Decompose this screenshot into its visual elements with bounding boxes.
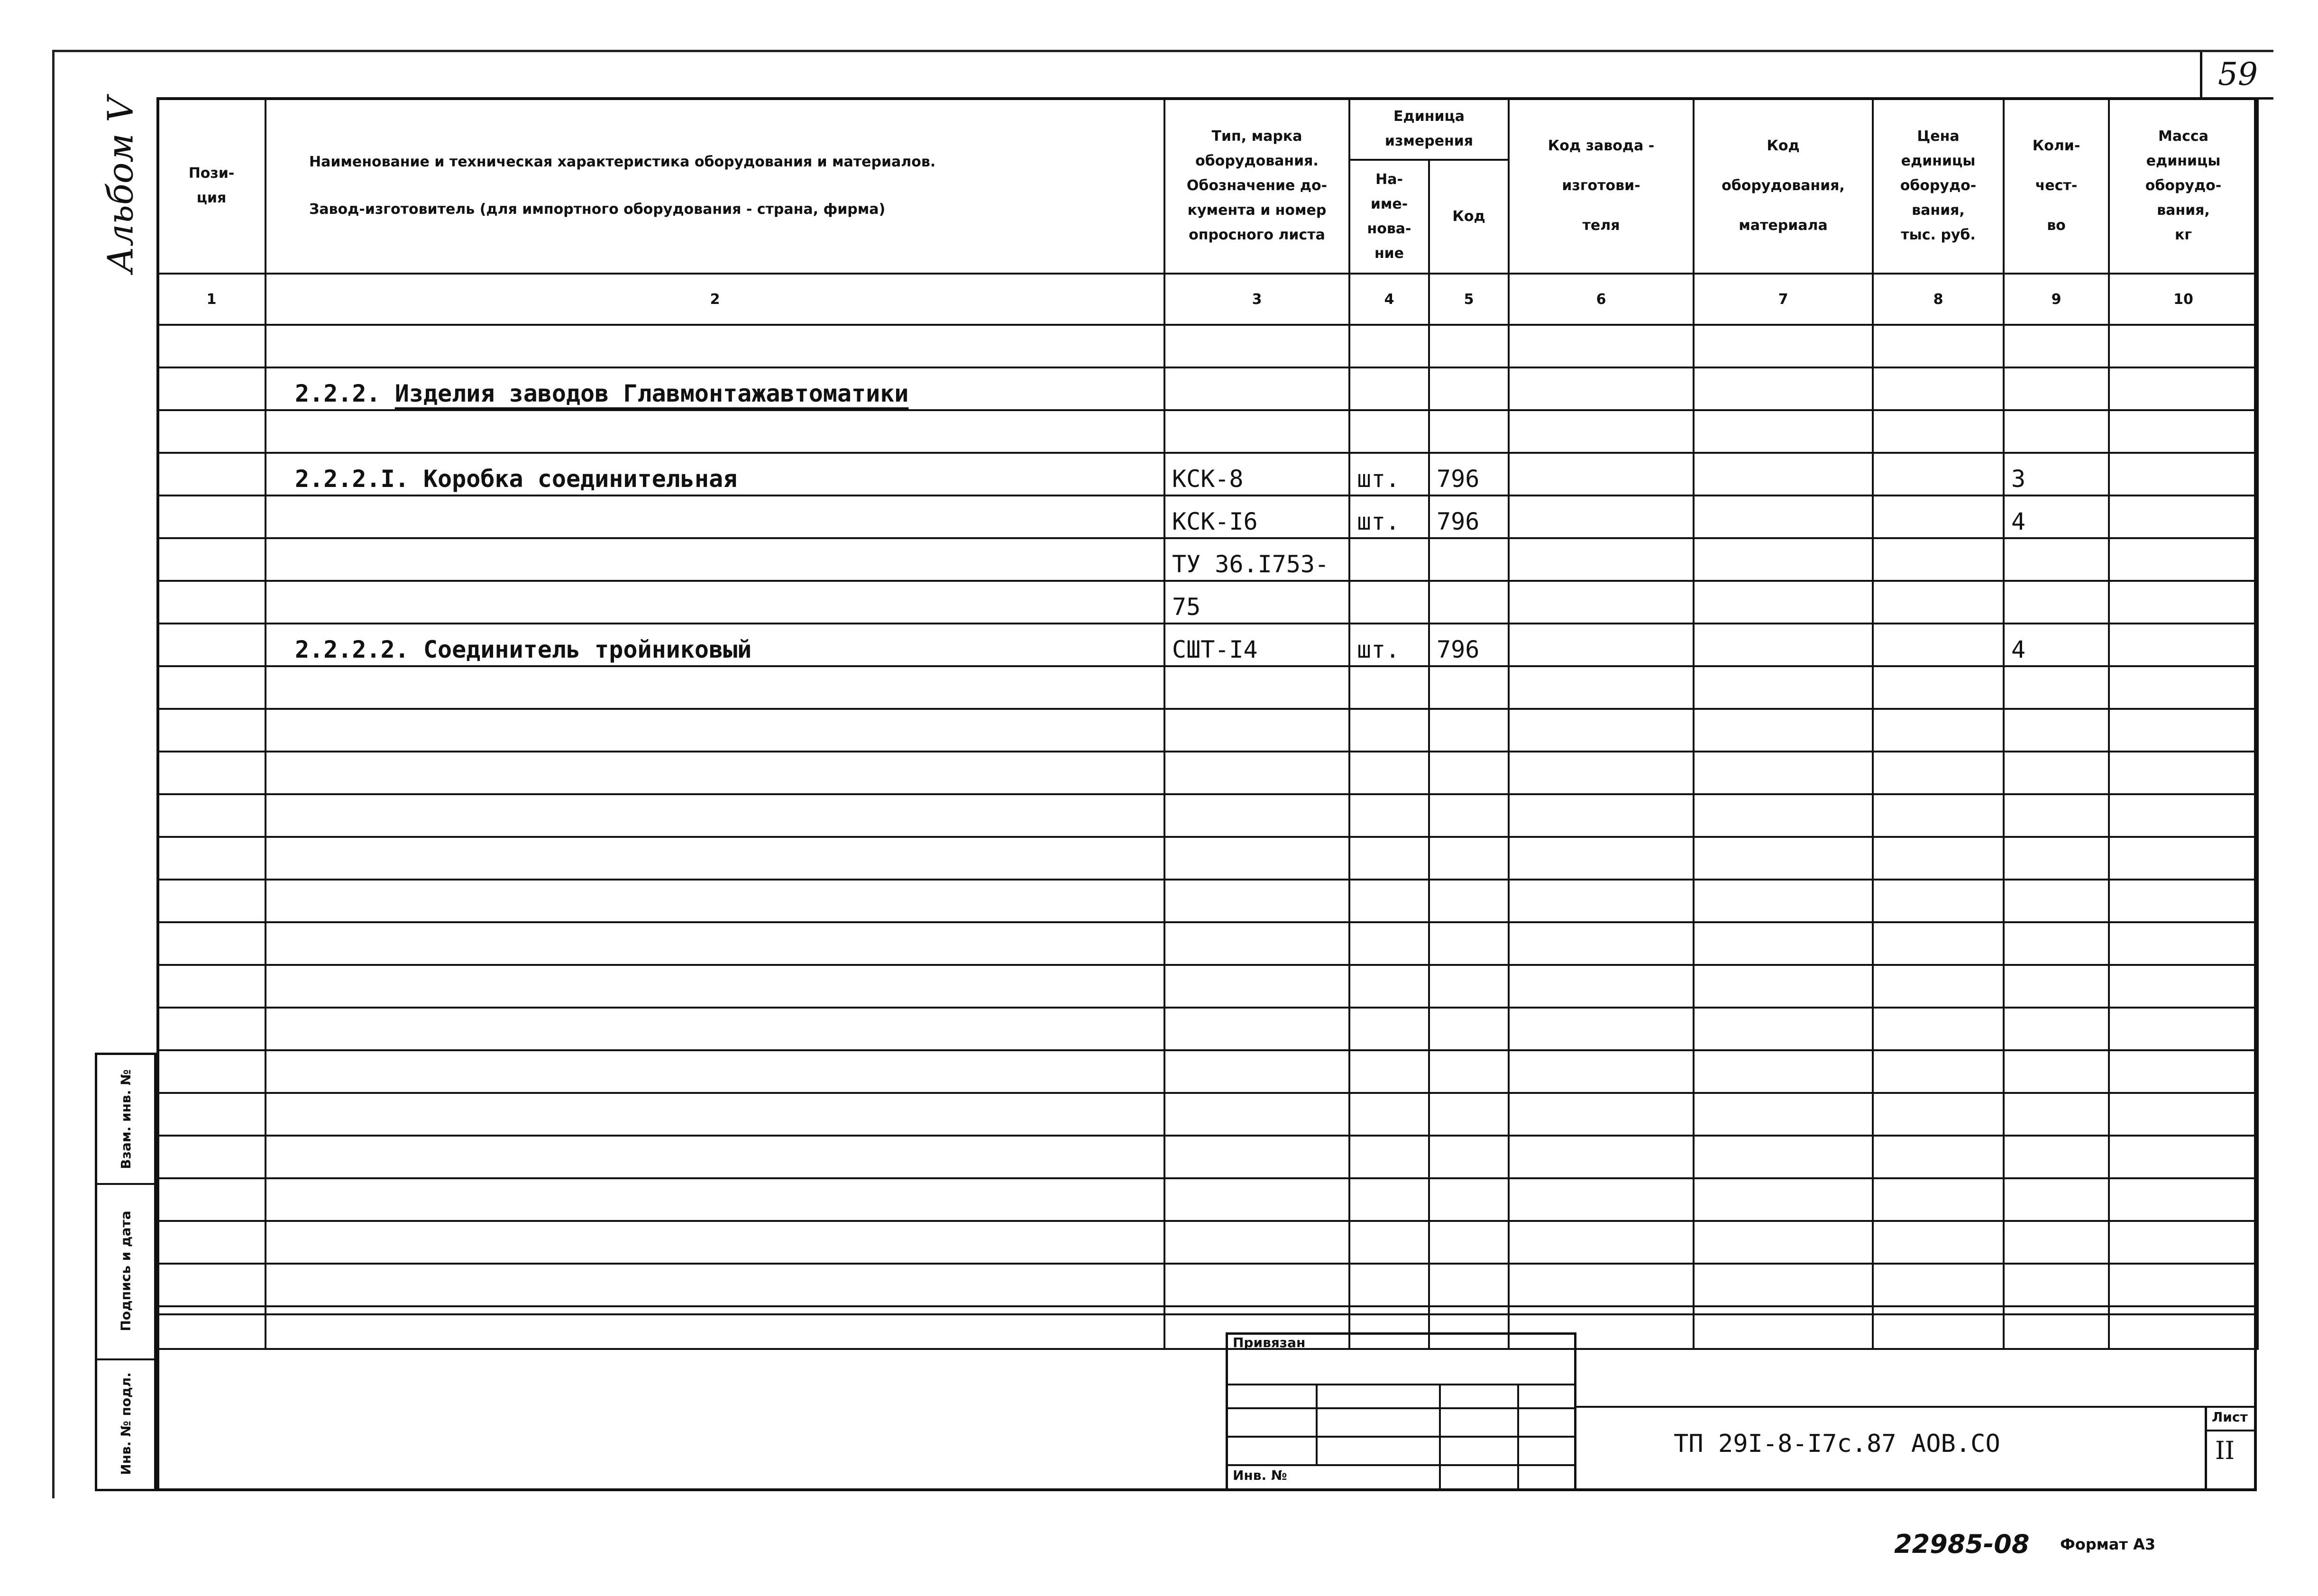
empty-cell — [1429, 1178, 1509, 1221]
empty-cell — [1509, 752, 1694, 794]
empty-cell — [2109, 1093, 2258, 1136]
empty-cell — [1164, 880, 1349, 922]
col-number: 1 — [157, 274, 266, 325]
empty-cell — [266, 1178, 1164, 1221]
sidebar-cell: Подпись и дата — [97, 1183, 154, 1360]
empty-cell — [157, 880, 266, 922]
empty-cell — [2109, 1136, 2258, 1178]
table-row — [157, 1136, 2258, 1178]
empty-cell — [1429, 1093, 1509, 1136]
empty-cell — [1429, 794, 1509, 837]
empty-cell — [1694, 1136, 1873, 1178]
page-number: 59 — [2218, 56, 2258, 92]
table-row — [157, 325, 2258, 367]
col-number: 10 — [2109, 274, 2258, 325]
empty-cell — [2004, 1008, 2109, 1050]
item-name: 2.2.2.I. Коробка соединительная — [266, 453, 1164, 495]
empty-cell — [1694, 752, 1873, 794]
empty-cell — [1873, 709, 2004, 752]
empty-cell — [1429, 666, 1509, 709]
empty-cell — [1873, 1008, 2004, 1050]
empty-cell — [1694, 922, 1873, 965]
empty-cell — [157, 922, 266, 965]
empty-cell — [1429, 837, 1509, 880]
archive-number: 22985-08 — [1894, 1529, 2030, 1559]
title-block-line — [1576, 1406, 2257, 1408]
empty-cell — [266, 709, 1164, 752]
table-row — [157, 666, 2258, 709]
empty-cell — [1694, 837, 1873, 880]
empty-cell — [157, 1050, 266, 1093]
empty-cell — [2109, 1221, 2258, 1264]
item-unit-code: 796 — [1429, 495, 1509, 538]
empty-cell — [1349, 709, 1429, 752]
empty-cell — [1429, 709, 1509, 752]
empty-cell — [266, 1264, 1164, 1306]
item-unit: шт. — [1349, 624, 1429, 666]
table-row — [157, 752, 2258, 794]
empty-cell — [2004, 1093, 2109, 1136]
empty-cell — [266, 752, 1164, 794]
binding-label: Привязан — [1233, 1335, 1306, 1350]
empty-rows — [157, 666, 2258, 1349]
empty-cell — [1873, 752, 2004, 794]
table-row — [157, 624, 2258, 666]
empty-cell — [266, 1136, 1164, 1178]
empty-cell — [2004, 1050, 2109, 1093]
empty-cell — [1873, 880, 2004, 922]
empty-cell — [1873, 837, 2004, 880]
table-row — [157, 965, 2258, 1008]
item-type: КСК-I6 — [1164, 495, 1349, 538]
sidebar-cell: Взам. инв. № — [97, 1055, 154, 1185]
empty-cell — [1429, 1264, 1509, 1306]
table-row — [157, 837, 2258, 880]
empty-cell — [2004, 1178, 2109, 1221]
empty-cell — [157, 666, 266, 709]
empty-cell — [1164, 794, 1349, 837]
header-manufacturer-code: Код завода - изготови- теля — [1509, 98, 1694, 274]
column-number-row — [157, 274, 2258, 325]
empty-cell — [157, 965, 266, 1008]
empty-cell — [1349, 752, 1429, 794]
item-type: СШТ-I4 — [1164, 624, 1349, 666]
empty-cell — [2004, 752, 2109, 794]
item-unit-code: 796 — [1429, 453, 1509, 495]
empty-cell — [1429, 965, 1509, 1008]
empty-cell — [1349, 1264, 1429, 1306]
inv-label: Инв. № — [1233, 1468, 1287, 1483]
empty-cell — [1694, 1178, 1873, 1221]
empty-cell — [1349, 1050, 1429, 1093]
empty-cell — [1164, 1178, 1349, 1221]
empty-cell — [1509, 922, 1694, 965]
table-row — [157, 495, 2258, 538]
empty-cell — [1873, 965, 2004, 1008]
table-row — [157, 1221, 2258, 1264]
empty-cell — [1873, 666, 2004, 709]
section-heading: 2.2.2. Изделия заводов Главмонтажавтоматики — [266, 367, 1164, 410]
empty-cell — [1873, 794, 2004, 837]
header-name: Наименование и техническая характеристика оборудования и материалов. Завод-изготовитель (для импортного оборудования - страна, фирма) — [266, 98, 1164, 274]
empty-cell — [157, 837, 266, 880]
item-quantity: 4 — [2004, 624, 2109, 666]
stamp-line — [1226, 1436, 1576, 1438]
empty-cell — [1164, 1093, 1349, 1136]
sheet-label: Лист — [2212, 1409, 2248, 1425]
empty-cell — [157, 794, 266, 837]
header-mass: Масса единицы оборудо- вания, кг — [2109, 98, 2258, 274]
table-row — [157, 1264, 2258, 1306]
col-number: 4 — [1349, 274, 1429, 325]
table-row — [157, 1050, 2258, 1093]
empty-cell — [2109, 880, 2258, 922]
empty-cell — [157, 752, 266, 794]
table-row — [157, 922, 2258, 965]
empty-cell — [1873, 1093, 2004, 1136]
table-row — [157, 410, 2258, 453]
table-row — [157, 1008, 2258, 1050]
empty-cell — [1694, 666, 1873, 709]
empty-cell — [1694, 880, 1873, 922]
empty-cell — [2004, 880, 2109, 922]
empty-cell — [266, 837, 1164, 880]
empty-cell — [1349, 922, 1429, 965]
item-quantity: 3 — [2004, 453, 2109, 495]
album-label: Альбом V — [101, 97, 142, 273]
empty-cell — [2004, 1221, 2109, 1264]
table-row — [157, 880, 2258, 922]
empty-cell — [266, 1221, 1164, 1264]
empty-cell — [1509, 965, 1694, 1008]
empty-cell — [157, 1306, 266, 1349]
empty-cell — [1694, 1306, 1873, 1349]
empty-cell — [1349, 1221, 1429, 1264]
empty-cell — [1509, 666, 1694, 709]
item-name: 2.2.2.2. Соединитель тройниковый — [266, 624, 1164, 666]
stamp-line — [1316, 1384, 1318, 1464]
empty-cell — [157, 1008, 266, 1050]
empty-cell — [1349, 794, 1429, 837]
table-row — [157, 709, 2258, 752]
stamp-line — [1226, 1384, 1576, 1385]
table-row — [157, 1093, 2258, 1136]
header-unit-code: Код — [1429, 160, 1509, 274]
item-unit-code: 796 — [1429, 624, 1509, 666]
empty-cell — [2004, 922, 2109, 965]
empty-cell — [1873, 922, 2004, 965]
header-type: Тип, марка оборудования. Обозначение до- кумента и номер опросного листа — [1164, 98, 1349, 274]
empty-cell — [157, 1178, 266, 1221]
item-unit: шт. — [1349, 495, 1429, 538]
empty-cell — [1349, 1093, 1429, 1136]
col-number: 5 — [1429, 274, 1509, 325]
empty-cell — [1349, 666, 1429, 709]
table-row — [157, 367, 2258, 410]
empty-cell — [1164, 1221, 1349, 1264]
empty-cell — [2109, 1264, 2258, 1306]
empty-cell — [2109, 965, 2258, 1008]
col-number: 2 — [266, 274, 1164, 325]
col-number: 8 — [1873, 274, 2004, 325]
header-equipment-code: Код оборудования, материала — [1694, 98, 1873, 274]
empty-cell — [2004, 709, 2109, 752]
empty-cell — [2109, 752, 2258, 794]
empty-cell — [1873, 1178, 2004, 1221]
empty-cell — [1509, 837, 1694, 880]
empty-cell — [157, 1093, 266, 1136]
empty-cell — [1694, 1008, 1873, 1050]
table-row — [157, 538, 2258, 581]
empty-cell — [1873, 1306, 2004, 1349]
header-quantity: Коли- чест- во — [2004, 98, 2109, 274]
empty-cell — [1164, 1008, 1349, 1050]
empty-cell — [1429, 752, 1509, 794]
empty-cell — [1873, 1264, 2004, 1306]
sidebar-cell: Инв. № подл. — [118, 1372, 134, 1475]
document-code: ТП 29I-8-I7с.87 АОВ.СО — [1674, 1430, 2000, 1458]
empty-cell — [1164, 1264, 1349, 1306]
empty-cell — [1694, 965, 1873, 1008]
header-price: Цена единицы оборудо- вания, тыс. руб. — [1873, 98, 2004, 274]
col-number: 3 — [1164, 274, 1349, 325]
empty-cell — [1509, 794, 1694, 837]
empty-cell — [2109, 1008, 2258, 1050]
empty-cell — [1509, 1136, 1694, 1178]
stamp-line — [1226, 1464, 1576, 1466]
empty-cell — [1164, 922, 1349, 965]
empty-cell — [157, 1264, 266, 1306]
header-position: Пози- ция — [157, 98, 266, 274]
sheet-line — [2205, 1430, 2257, 1431]
col-number: 7 — [1694, 274, 1873, 325]
empty-cell — [1509, 709, 1694, 752]
empty-cell — [2109, 666, 2258, 709]
empty-cell — [1429, 922, 1509, 965]
empty-cell — [2004, 1136, 2109, 1178]
empty-cell — [266, 1093, 1164, 1136]
empty-cell — [1164, 709, 1349, 752]
empty-cell — [1694, 1264, 1873, 1306]
empty-cell — [266, 1050, 1164, 1093]
empty-cell — [1873, 1136, 2004, 1178]
empty-cell — [1429, 1136, 1509, 1178]
empty-cell — [1349, 837, 1429, 880]
empty-cell — [266, 666, 1164, 709]
item-quantity: 4 — [2004, 495, 2109, 538]
empty-cell — [266, 922, 1164, 965]
empty-cell — [1509, 880, 1694, 922]
sidebar-stamp — [95, 1053, 156, 1491]
table-row — [157, 581, 2258, 624]
empty-cell — [1429, 880, 1509, 922]
empty-cell — [2004, 1264, 2109, 1306]
empty-cell — [1694, 1050, 1873, 1093]
empty-cell — [1349, 1178, 1429, 1221]
empty-cell — [1694, 709, 1873, 752]
empty-cell — [1873, 1221, 2004, 1264]
empty-cell — [2004, 837, 2109, 880]
empty-cell — [266, 794, 1164, 837]
stamp-top-line — [156, 1313, 2257, 1315]
item-type: 75 — [1164, 581, 1349, 624]
empty-cell — [2004, 1306, 2109, 1349]
empty-cell — [266, 1306, 1164, 1349]
header-unit-name: На- име- нова- ние — [1349, 160, 1429, 274]
empty-cell — [1349, 965, 1429, 1008]
empty-cell — [266, 1008, 1164, 1050]
sheet-number: II — [2215, 1437, 2235, 1465]
empty-cell — [1429, 1050, 1509, 1093]
empty-cell — [2004, 666, 2109, 709]
empty-cell — [1509, 1221, 1694, 1264]
stamp-line — [1439, 1384, 1441, 1491]
format-label: Формат А3 — [2060, 1535, 2156, 1553]
empty-cell — [2109, 1306, 2258, 1349]
empty-cell — [157, 1136, 266, 1178]
empty-cell — [1509, 1264, 1694, 1306]
empty-cell — [1509, 1008, 1694, 1050]
empty-cell — [2004, 794, 2109, 837]
item-type: КСК-8 — [1164, 453, 1349, 495]
col-number: 9 — [2004, 274, 2109, 325]
item-type: ТУ 36.I753- — [1164, 538, 1349, 581]
table-row — [157, 1178, 2258, 1221]
empty-cell — [1509, 1050, 1694, 1093]
empty-cell — [1509, 1093, 1694, 1136]
empty-cell — [1429, 1008, 1509, 1050]
empty-cell — [1349, 1136, 1429, 1178]
stamp-line — [1517, 1384, 1519, 1491]
empty-cell — [1349, 880, 1429, 922]
empty-cell — [2109, 922, 2258, 965]
header-unit-group: Единица измерения — [1349, 98, 1509, 160]
empty-cell — [2109, 837, 2258, 880]
empty-cell — [1349, 1008, 1429, 1050]
empty-cell — [1509, 1178, 1694, 1221]
stamp-line — [1226, 1407, 1576, 1409]
empty-cell — [2109, 1178, 2258, 1221]
empty-cell — [1164, 837, 1349, 880]
table-row — [157, 1306, 2258, 1349]
empty-cell — [1164, 1136, 1349, 1178]
empty-cell — [1164, 666, 1349, 709]
empty-cell — [2109, 794, 2258, 837]
empty-cell — [1164, 965, 1349, 1008]
empty-cell — [2109, 1050, 2258, 1093]
empty-cell — [266, 880, 1164, 922]
spec-table — [156, 97, 2259, 1350]
empty-cell — [2004, 965, 2109, 1008]
empty-cell — [1164, 1050, 1349, 1093]
empty-cell — [1694, 1221, 1873, 1264]
empty-cell — [1694, 794, 1873, 837]
empty-cell — [266, 965, 1164, 1008]
table-row — [157, 794, 2258, 837]
empty-cell — [157, 1221, 266, 1264]
table-row — [157, 453, 2258, 495]
empty-cell — [2109, 709, 2258, 752]
col-number: 6 — [1509, 274, 1694, 325]
empty-cell — [1694, 1093, 1873, 1136]
empty-cell — [1164, 752, 1349, 794]
empty-cell — [1429, 1221, 1509, 1264]
empty-cell — [157, 709, 266, 752]
item-unit: шт. — [1349, 453, 1429, 495]
empty-cell — [1873, 1050, 2004, 1093]
